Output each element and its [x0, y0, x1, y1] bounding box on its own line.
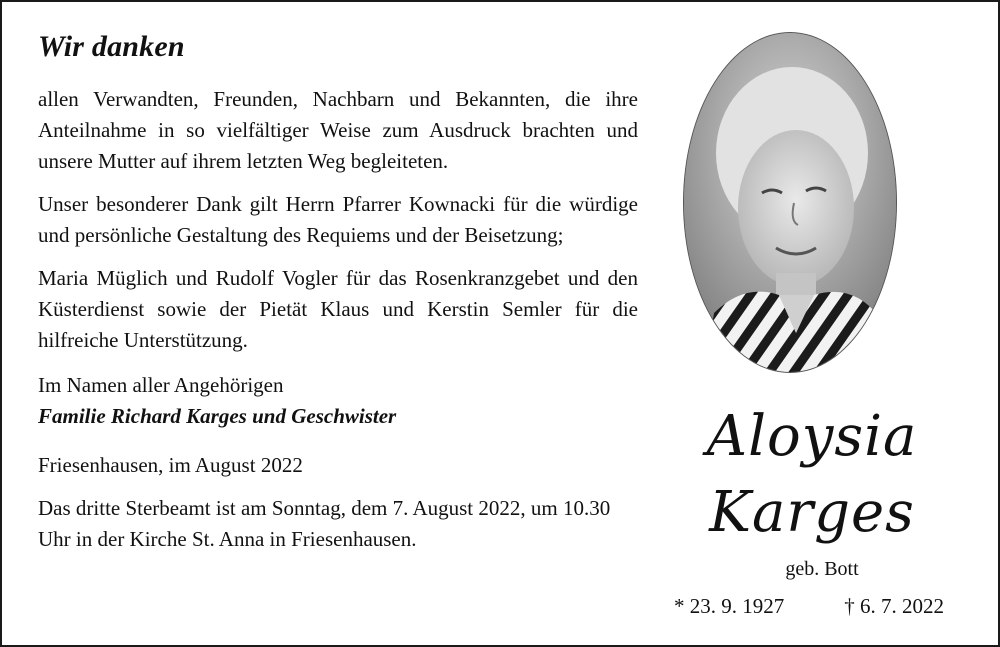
portrait-photo: [684, 33, 896, 372]
signature-intro: Im Namen aller Angehörigen: [38, 373, 284, 397]
signature-family: Familie Richard Karges und Geschwister: [38, 404, 397, 428]
death-date: † 6. 7. 2022: [844, 594, 944, 618]
heading: Wir danken: [38, 30, 185, 63]
paragraph-thanks: allen Verwandten, Freunden, Nachbarn und Bekannten, die ihre Anteilnahme in so vielfältiger Weise zum Ausdruck brachten und unsere Mutter auf ihrem letzten Weg begleiteten.: [38, 87, 638, 173]
thank-you-column: [38, 30, 638, 555]
paragraph-helpers: Maria Müglich und Rudolf Vogler für das Rosenkranzgebet und den Küsterdienst sowie der Pietät Klaus und Kerstin Semler für die hilfreiche Unterstützung.: [38, 266, 638, 352]
deceased-last-name: Karges: [709, 480, 915, 545]
portrait-illustration: [684, 33, 896, 372]
birth-date: * 23. 9. 1927: [674, 594, 785, 618]
life-dates: [674, 594, 944, 619]
birth-name: geb. Bott: [785, 558, 859, 580]
deceased-first-name: Aloysia: [706, 404, 918, 469]
paragraph-priest: Unser besonderer Dank gilt Herrn Pfarrer Kownacki für die würdige und persönliche Gestaltung des Requiems und der Beisetzung;: [38, 192, 638, 247]
place-date: Friesenhausen, im August 2022: [38, 453, 303, 477]
mass-notice: Das dritte Sterbeamt ist am Sonntag, dem 7. August 2022, um 10.30 Uhr in der Kirche St. Anna in Friesenhausen.: [38, 496, 611, 551]
